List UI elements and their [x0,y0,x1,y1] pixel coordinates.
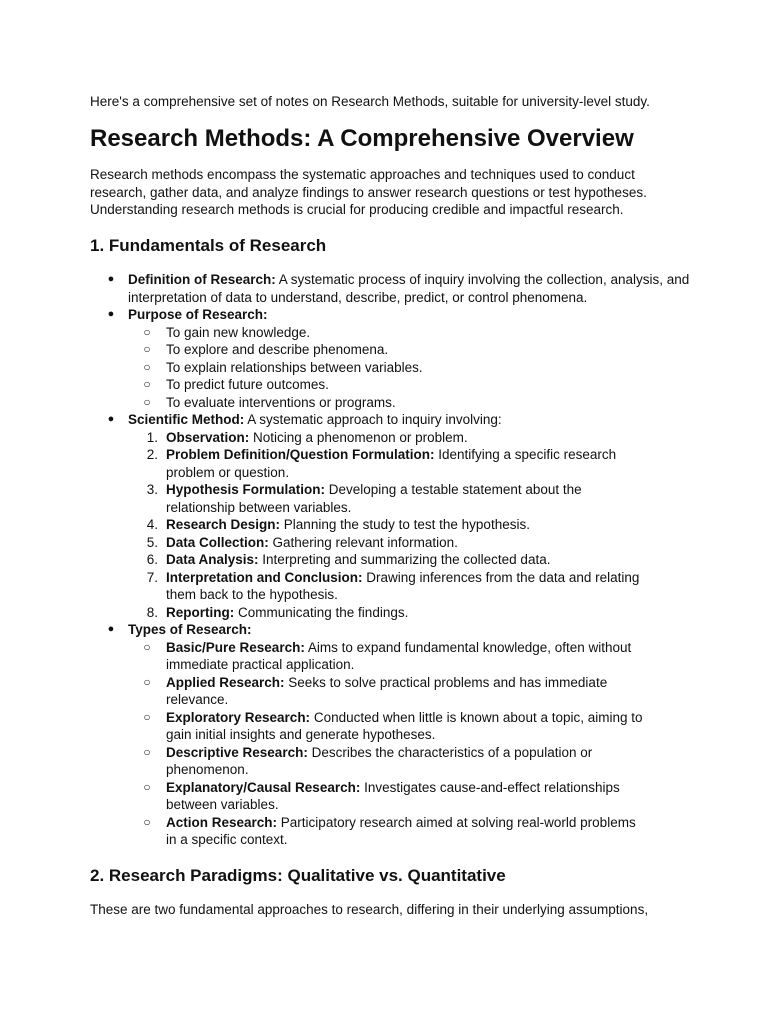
sub-bullet-icon: ○ [143,779,151,794]
list-item [128,341,648,359]
sub-bullet-icon: ○ [143,359,151,374]
term: Interpretation and Conclusion: [166,569,363,585]
list-item [128,674,648,709]
term: Descriptive Research: [166,744,308,760]
item-text: Investigates cause-and-effect relationships between variables. [166,779,620,812]
scientific-method-steps [128,429,648,622]
step-item [128,429,648,447]
list-item [128,394,648,412]
item-text: Describes the characteristics of a population or phenomenon. [166,744,593,777]
list-item [128,779,648,814]
term: Exploratory Research: [166,709,311,725]
item-text: Identifying a specific research problem or question. [166,447,617,480]
term: Action Research: [166,814,278,830]
step-item [128,551,648,569]
step-number: 5. [146,534,158,550]
sub-bullet-icon: ○ [143,639,151,654]
list-item [128,744,648,779]
list-item [128,359,648,377]
step-number: 3. [146,482,158,497]
item-text: Gathering relevant information. [268,534,458,550]
term: Explanatory/Causal Research: [166,779,361,795]
step-number: 2. [146,447,158,462]
item-text: Planning the study to test the hypothesis. [280,517,530,532]
sub-bullet-icon: ○ [143,709,151,724]
types-sublist [128,639,648,849]
term: Data Collection: [166,534,269,550]
term: Definition of Research: [128,272,276,287]
section-1-heading: 1. Fundamentals of Research [90,236,327,255]
fundamentals-list [0,271,768,849]
term: Hypothesis Formulation: [166,482,326,497]
item-text: To evaluate interventions or programs. [166,394,396,410]
bullet-icon: ● [107,623,115,635]
step-item [128,516,648,534]
step-item [128,569,648,604]
term: Observation: [166,429,250,445]
list-item [128,709,648,744]
term: Basic/Pure Research: [166,639,305,655]
description-paragraph: Research methods encompass the systematic approaches and techniques used to conduct research, gather data, and analyze findings to answer research questions or test hypotheses. Understanding research methods is crucial for producing credible and impactful research. [90,167,647,217]
list-item [128,639,648,674]
section-2-heading: 2. Research Paradigms: Qualitative vs. Quantitative [90,866,506,885]
term: Research Design: [166,517,281,532]
step-item [128,446,648,481]
item-text: Aims to expand fundamental knowledge, often without immediate practical application. [166,639,632,672]
section-2-paragraph: These are two fundamental approaches to research, differing in their underlying assumptions, [90,902,649,917]
sub-bullet-icon: ○ [143,324,151,339]
list-item [128,324,648,342]
term: Applied Research: [166,674,285,690]
purpose-sublist [128,324,648,412]
sub-bullet-icon: ○ [143,377,151,391]
list-item-scientific-method [0,411,690,621]
item-text: Seeks to solve practical problems and has immediate relevance. [166,674,608,707]
list-item-purpose [0,306,690,411]
list-item [128,376,648,394]
item-text: To predict future outcomes. [166,377,329,392]
sub-bullet-icon: ○ [143,674,151,689]
page-title: Research Methods: A Comprehensive Overview [90,125,634,152]
bullet-icon: ● [107,308,115,320]
term: Problem Definition/Question Formulation: [166,447,435,462]
item-text: A systematic process of inquiry involving the collection, analysis, and interpretation of data to understand, describe, predict, or control phenomena. [128,272,690,305]
term: Reporting: [166,604,235,620]
step-number: 1. [146,429,158,445]
term: Purpose of Research: [128,307,268,322]
item-text: Communicating the findings. [234,604,409,620]
item-text: To explain relationships between variables. [166,359,423,375]
term: Data Analysis: [166,552,259,567]
list-item-types [0,621,690,849]
item-text: Noticing a phenomenon or problem. [249,429,468,445]
term: Scientific Method: [128,412,245,427]
item-text: A systematic approach to inquiry involving: [244,412,502,427]
item-text: To gain new knowledge. [166,324,311,340]
step-number: 6. [146,552,158,567]
step-item [128,604,648,622]
step-number: 8. [146,604,158,620]
list-item [128,814,648,849]
bullet-icon: ● [107,273,115,285]
intro-text: Here's a comprehensive set of notes on Research Methods, suitable for university-level study. [90,94,650,109]
item-text: To explore and describe phenomena. [166,342,389,357]
bullet-icon: ● [107,413,115,425]
step-item [128,534,648,552]
sub-bullet-icon: ○ [143,744,151,759]
item-text: Interpreting and summarizing the collected data. [258,552,551,567]
sub-bullet-icon: ○ [143,342,151,356]
list-item-definition [0,271,690,306]
term: Types of Research: [128,622,252,637]
sub-bullet-icon: ○ [143,814,151,829]
step-number: 4. [146,517,158,532]
sub-bullet-icon: ○ [143,394,151,409]
step-item [128,481,648,516]
item-text: Developing a testable statement about the relationship between variables. [166,482,582,515]
step-number: 7. [146,569,158,585]
item-text: Drawing inferences from the data and relating them back to the hypothesis. [166,569,640,602]
item-text: Participatory research aimed at solving real-world problems in a specific context. [166,814,636,847]
item-text: Conducted when little is known about a topic, aiming to gain initial insights and generate hypotheses. [166,709,643,742]
